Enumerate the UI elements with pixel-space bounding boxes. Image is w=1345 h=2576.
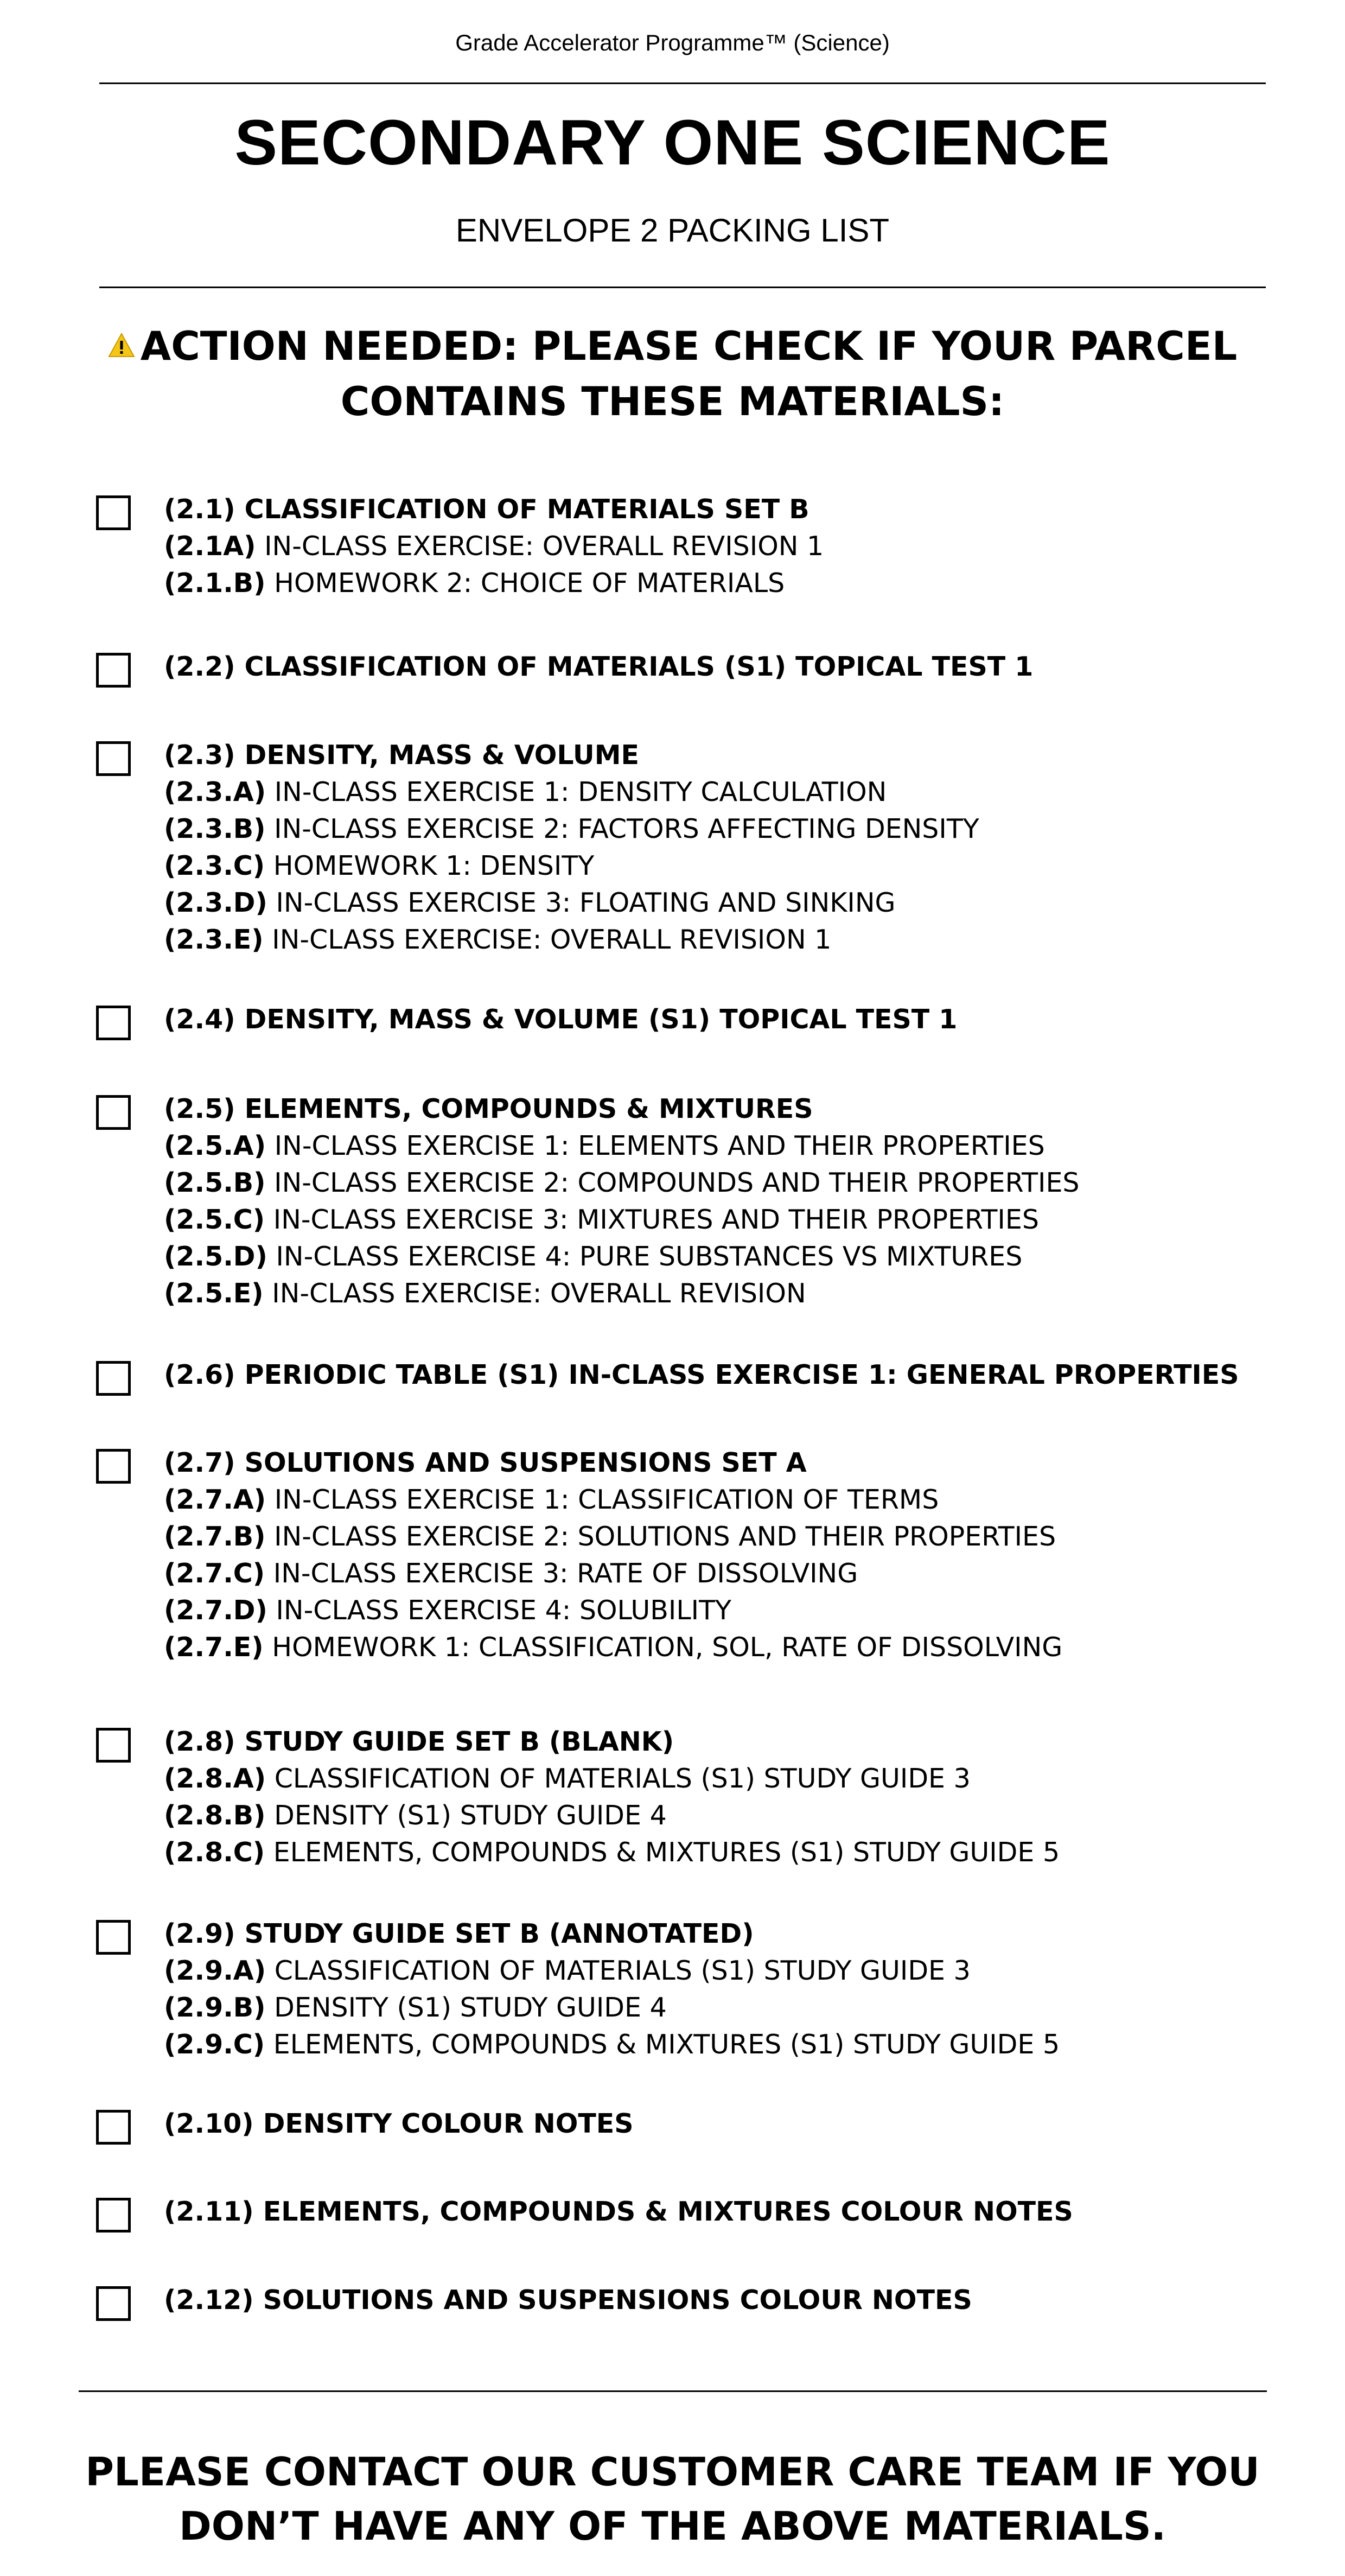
item-lines [164,737,979,958]
sub-item [164,565,824,602]
sub-item-text: IN-CLASS EXERCISE 1: ELEMENTS AND THEIR PROPERTIES [274,1130,1045,1161]
item-heading [164,737,979,774]
sub-item-code: (2.9.B) [164,1992,266,2023]
item-title: PERIODIC TABLE (S1) IN-CLASS EXERCISE 1: GENERAL PROPERTIES [244,1359,1239,1390]
item-title: SOLUTIONS AND SUSPENSIONS SET A [244,1447,807,1478]
sub-item [164,1555,1062,1592]
item-code: (2.2) [164,651,235,682]
sub-item-code: (2.1.B) [164,568,266,599]
sub-item [164,1165,1080,1201]
item-heading [164,1916,1060,1952]
item-lines [164,1001,957,1038]
item-code: (2.3) [164,740,235,771]
sub-item-text: IN-CLASS EXERCISE 3: MIXTURES AND THEIR PROPERTIES [273,1204,1039,1235]
item-lines [164,1091,1080,1312]
contact-line-1: PLEASE CONTACT OUR CUSTOMER CARE TEAM IF YOU [85,2449,1260,2495]
item-lines [164,1723,1060,1871]
sub-item-text: IN-CLASS EXERCISE 2: SOLUTIONS AND THEIR PROPERTIES [274,1521,1056,1552]
item-heading [164,2193,1073,2230]
sub-item [164,1128,1080,1165]
sub-item-code: (2.5.C) [164,1204,265,1235]
item-heading [164,1357,1239,1394]
item-code: (2.8) [164,1726,235,1757]
sub-item-code: (2.5.D) [164,1241,267,1272]
sub-item-text: IN-CLASS EXERCISE 4: SOLUBILITY [276,1595,731,1626]
sub-item-code: (2.7.A) [164,1484,266,1515]
sub-item [164,848,979,885]
sub-item [164,1518,1062,1555]
item-title: STUDY GUIDE SET B (BLANK) [244,1726,674,1757]
item-checkbox[interactable] [96,2110,131,2145]
item-checkbox[interactable] [96,1095,131,1130]
sub-item-text: CLASSIFICATION OF MATERIALS (S1) STUDY GUIDE 3 [274,1955,971,1986]
item-title: STUDY GUIDE SET B (ANNOTATED) [244,1918,754,1949]
sub-item-text: IN-CLASS EXERCISE 2: COMPOUNDS AND THEIR PROPERTIES [274,1167,1080,1198]
item-heading [164,1001,957,1038]
item-code: (2.6) [164,1359,235,1390]
item-lines [164,1445,1062,1666]
sub-item-code: (2.3.B) [164,813,266,844]
sub-item-text: IN-CLASS EXERCISE: OVERALL REVISION 1 [264,531,824,562]
item-heading [164,491,824,528]
item-code: (2.12) [164,2285,254,2316]
item-lines [164,648,1033,685]
sub-item-text: DENSITY (S1) STUDY GUIDE 4 [274,1800,667,1831]
sub-item-code: (2.7.D) [164,1595,267,1626]
sub-item [164,1629,1062,1666]
sub-item-code: (2.3.A) [164,777,266,807]
item-heading [164,1091,1080,1128]
item-checkbox[interactable] [96,741,131,776]
sub-item-text: IN-CLASS EXERCISE: OVERALL REVISION [272,1278,806,1309]
page-subtitle: ENVELOPE 2 PACKING LIST [455,212,890,249]
item-title: CLASSIFICATION OF MATERIALS SET B [244,494,809,525]
item-title: DENSITY COLOUR NOTES [263,2108,634,2139]
action-line-2: CONTAINS THESE MATERIALS: [340,379,1005,425]
sub-item [164,1238,1080,1275]
sub-item-text: HOMEWORK 1: DENSITY [273,850,595,881]
sub-item-text: DENSITY (S1) STUDY GUIDE 4 [274,1992,667,2023]
header-divider [99,287,1266,288]
sub-item-code: (2.7.C) [164,1558,265,1589]
item-code: (2.7) [164,1447,235,1478]
programme-header: Grade Accelerator Programme™ (Science) [455,30,890,55]
item-title: SOLUTIONS AND SUSPENSIONS COLOUR NOTES [263,2285,972,2316]
item-code: (2.4) [164,1004,235,1035]
item-lines [164,2282,972,2319]
sub-item-text: IN-CLASS EXERCISE 2: FACTORS AFFECTING DENSITY [274,813,979,844]
sub-item-code: (2.1A) [164,531,256,562]
item-heading [164,2282,972,2319]
sub-item [164,1481,1062,1518]
sub-item-code: (2.9.C) [164,2029,265,2060]
sub-item [164,1592,1062,1629]
sub-item-code: (2.5.A) [164,1130,266,1161]
item-code: (2.9) [164,1918,235,1949]
item-checkbox[interactable] [96,653,131,688]
item-code: (2.10) [164,2108,254,2139]
sub-item [164,1760,1060,1797]
sub-item-code: (2.9.A) [164,1955,266,1986]
item-heading [164,1723,1060,1760]
item-checkbox[interactable] [96,1920,131,1955]
item-title: DENSITY, MASS & VOLUME (S1) TOPICAL TEST 1 [244,1004,958,1035]
sub-item-text: ELEMENTS, COMPOUNDS & MIXTURES (S1) STUDY GUIDE 5 [273,2029,1060,2060]
sub-item [164,528,824,565]
sub-item-text: HOMEWORK 1: CLASSIFICATION, SOL, RATE OF DISSOLVING [272,1632,1063,1663]
sub-item [164,885,979,921]
warning-icon [108,333,135,358]
item-heading [164,2106,634,2142]
action-line-1: ACTION NEEDED: PLEASE CHECK IF YOUR PARCEL [140,323,1238,370]
sub-item [164,1275,1080,1312]
sub-item-code: (2.8.B) [164,1800,266,1831]
item-checkbox[interactable] [96,1449,131,1484]
sub-item-code: (2.3.E) [164,924,264,955]
item-checkbox[interactable] [96,2198,131,2232]
sub-item [164,811,979,848]
item-lines [164,1357,1239,1394]
sub-item-text: ELEMENTS, COMPOUNDS & MIXTURES (S1) STUDY GUIDE 5 [273,1837,1060,1868]
sub-item-text: HOMEWORK 2: CHOICE OF MATERIALS [274,568,785,599]
sub-item-text: IN-CLASS EXERCISE 1: CLASSIFICATION OF TERMS [274,1484,939,1515]
item-title: ELEMENTS, COMPOUNDS & MIXTURES [244,1093,813,1124]
sub-item-code: (2.8.C) [164,1837,265,1868]
item-checkbox[interactable] [96,1728,131,1763]
bottom-divider [79,2390,1267,2392]
sub-item-code: (2.5.E) [164,1278,264,1309]
item-lines [164,2106,634,2142]
sub-item [164,921,979,958]
sub-item-code: (2.7.E) [164,1632,264,1663]
sub-item [164,1201,1080,1238]
item-heading [164,1445,1062,1481]
item-title: DENSITY, MASS & VOLUME [244,740,639,771]
item-checkbox[interactable] [96,495,131,530]
item-checkbox[interactable] [96,2286,131,2321]
sub-item-code: (2.7.B) [164,1521,266,1552]
item-title: ELEMENTS, COMPOUNDS & MIXTURES COLOUR NOTES [263,2196,1073,2227]
sub-item-code: (2.3.C) [164,850,265,881]
contact-line-2: DON’T HAVE ANY OF THE ABOVE MATERIALS. [179,2503,1166,2549]
contact-notice [0,2445,1345,2553]
sub-item [164,1797,1060,1834]
top-divider [99,82,1266,84]
item-checkbox[interactable] [96,1006,131,1040]
item-checkbox[interactable] [96,1361,131,1396]
item-code: (2.11) [164,2196,254,2227]
page-title: SECONDARY ONE SCIENCE [234,107,1111,179]
sub-item-text: IN-CLASS EXERCISE 3: FLOATING AND SINKING [276,887,896,918]
sub-item-code: (2.8.A) [164,1763,266,1794]
sub-item-code: (2.3.D) [164,887,267,918]
item-heading [164,648,1033,685]
sub-item-text: IN-CLASS EXERCISE 4: PURE SUBSTANCES VS MIXTURES [276,1241,1023,1272]
item-lines [164,2193,1073,2230]
action-notice [0,319,1345,430]
sub-item-text: IN-CLASS EXERCISE 1: DENSITY CALCULATION [274,777,887,807]
sub-item [164,774,979,811]
item-title: CLASSIFICATION OF MATERIALS (S1) TOPICAL TEST 1 [244,651,1034,682]
sub-item [164,1834,1060,1871]
item-code: (2.5) [164,1093,235,1124]
sub-item-code: (2.5.B) [164,1167,266,1198]
sub-item [164,1952,1060,1989]
item-code: (2.1) [164,494,235,525]
sub-item-text: CLASSIFICATION OF MATERIALS (S1) STUDY GUIDE 3 [274,1763,971,1794]
item-lines [164,491,824,602]
sub-item [164,2026,1060,2063]
sub-item [164,1989,1060,2026]
sub-item-text: IN-CLASS EXERCISE 3: RATE OF DISSOLVING [273,1558,858,1589]
item-lines [164,1916,1060,2063]
sub-item-text: IN-CLASS EXERCISE: OVERALL REVISION 1 [272,924,832,955]
